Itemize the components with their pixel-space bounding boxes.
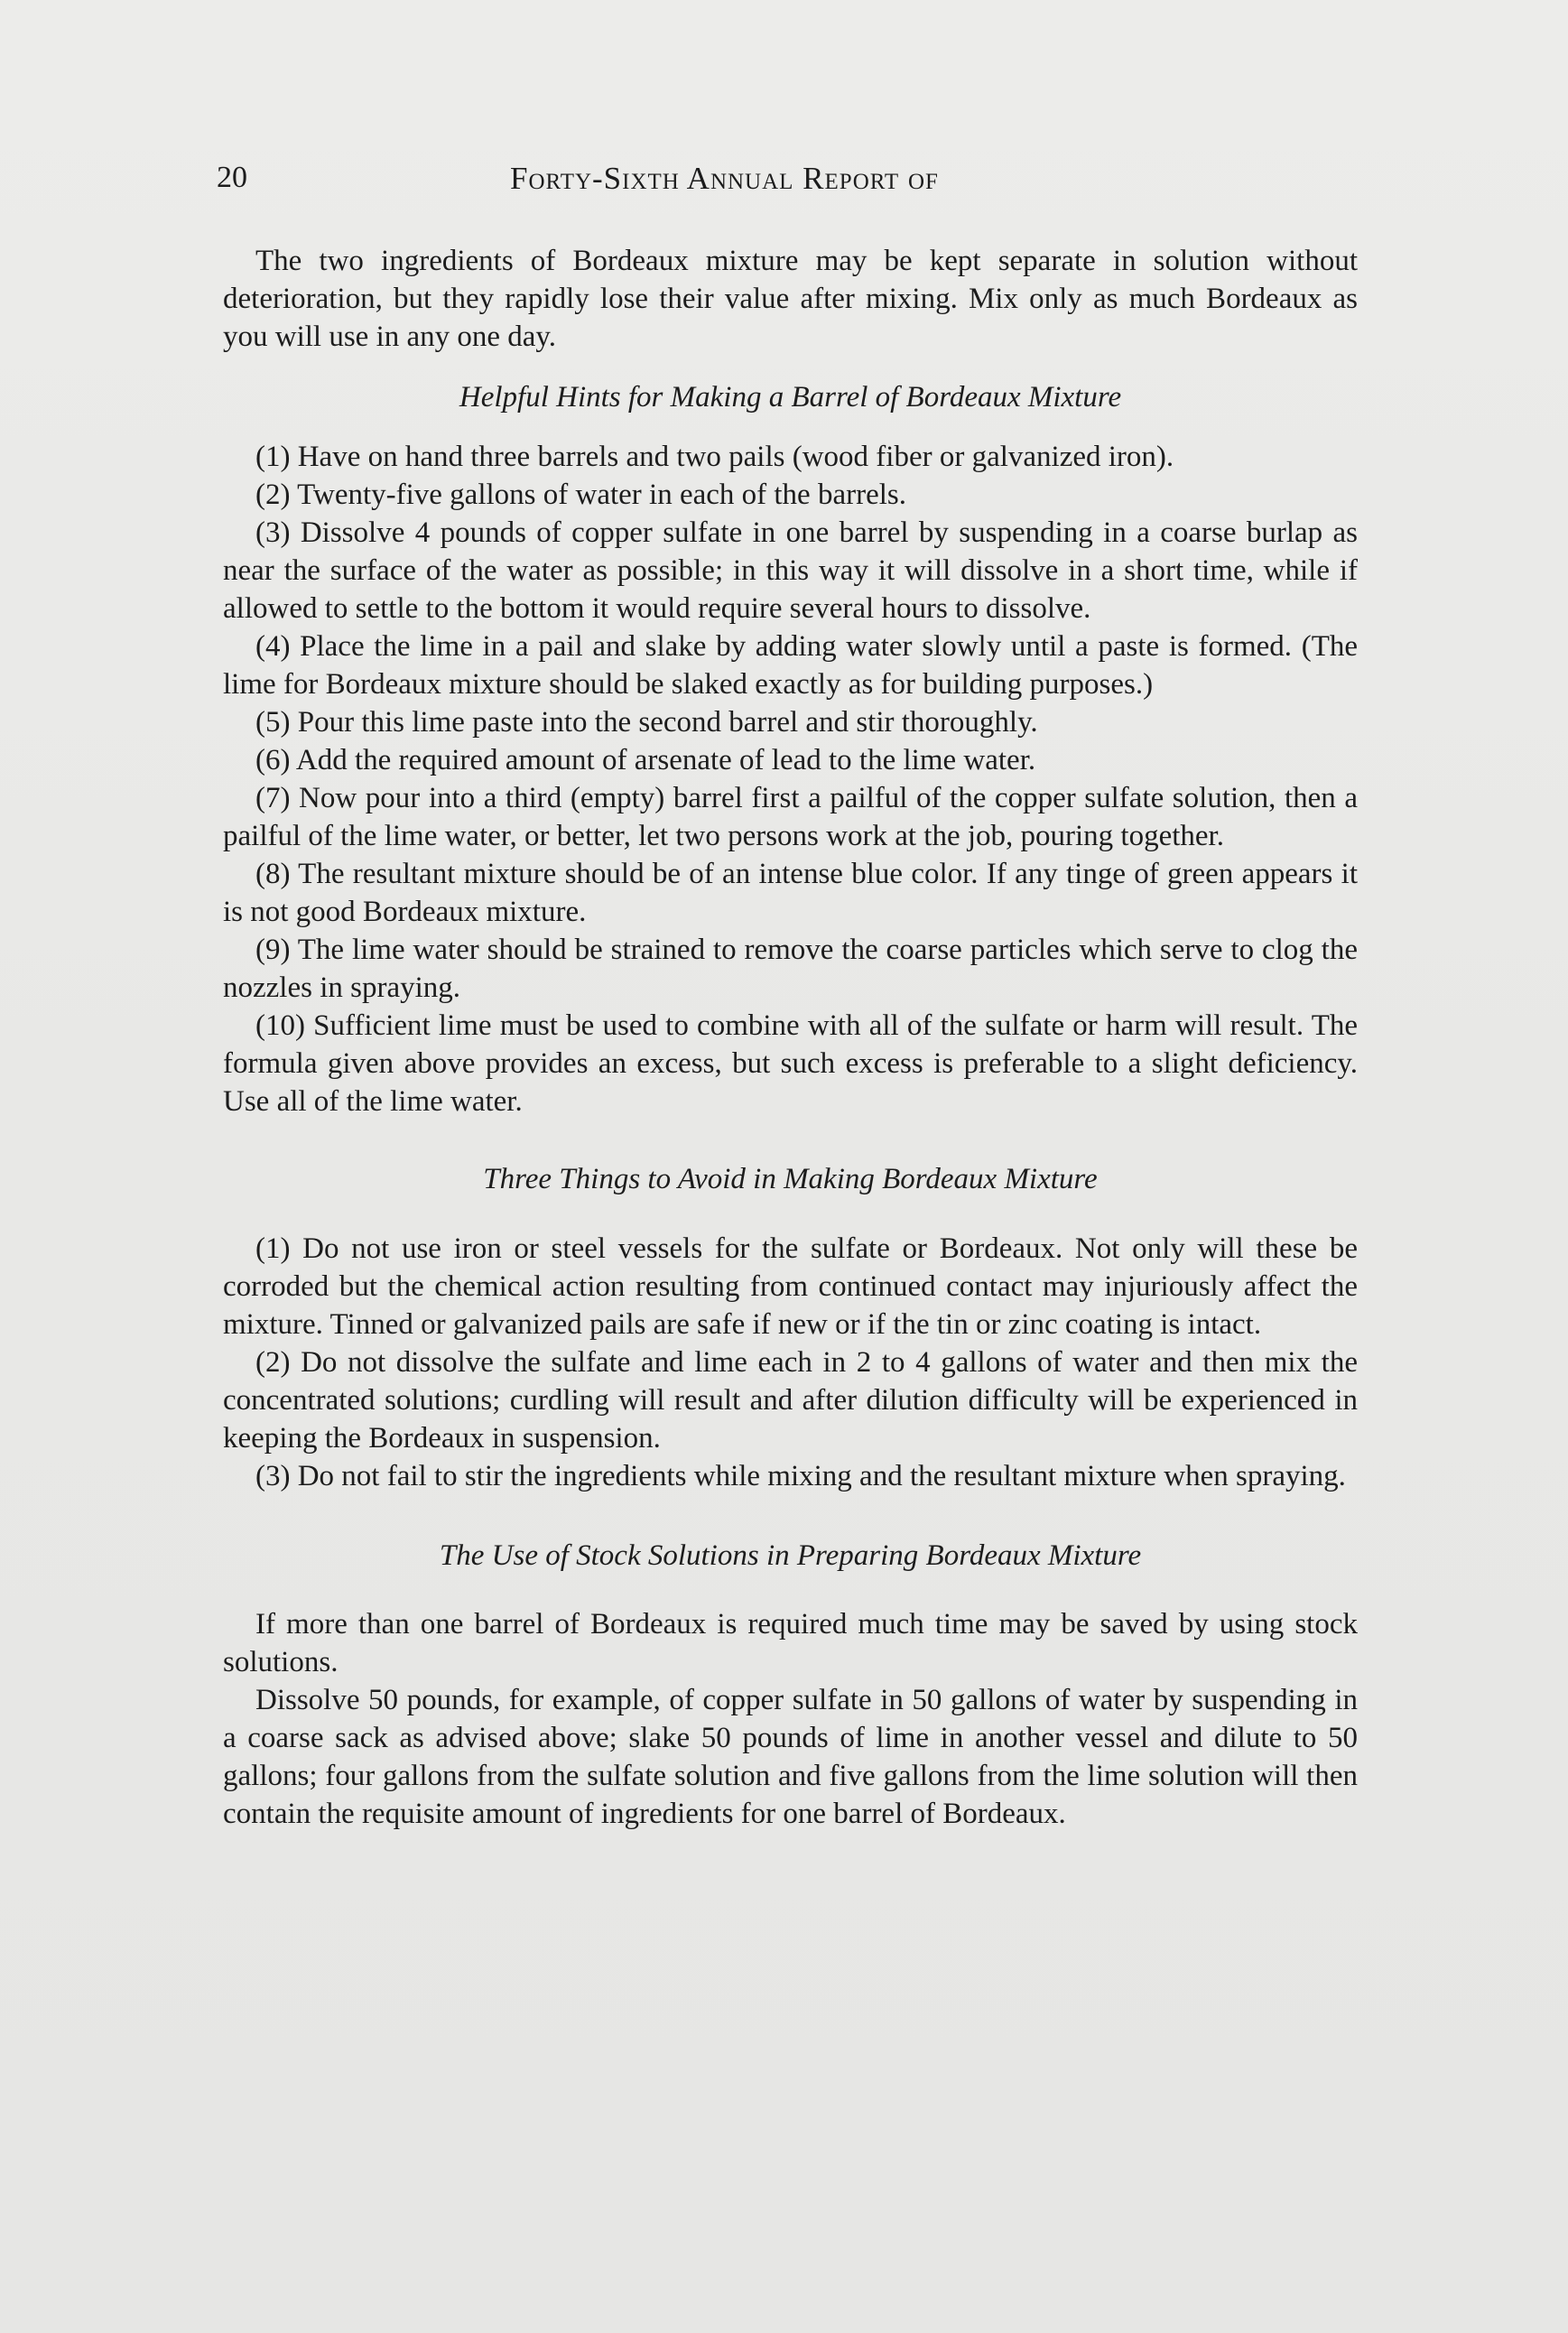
stock-solution-paragraph: If more than one barrel of Bordeaux is required much time may be saved by using stock solutions.: [223, 1608, 1358, 1678]
section-title-helpful-hints: Helpful Hints for Making a Barrel of Bordeaux Mixture: [459, 381, 1122, 414]
helpful-hint-item: (7) Now pour into a third (empty) barrel first a pailful of the copper sulfate solution, then a pailful of the lime water, or better, let two persons work at the job, pouring together.: [223, 782, 1358, 852]
avoid-item: (1) Do not use iron or steel vessels for the sulfate or Bordeaux. Not only will these be corroded but the chemical action resulting from continued contact may injuriously affect the mixture. Tinned or galvanized pails are safe if new or if the tin or zinc coating is intact.: [223, 1232, 1358, 1341]
avoid-item: (3) Do not fail to stir the ingredients while mixing and the resultant mixture when spraying.: [255, 1460, 1346, 1492]
helpful-hint-item: (1) Have on hand three barrels and two pails (wood fiber or galvanized iron).: [255, 441, 1174, 473]
helpful-hint-item: (6) Add the required amount of arsenate of lead to the lime water.: [255, 744, 1036, 776]
helpful-hint-item: (10) Sufficient lime must be used to combine with all of the sulfate or harm will result. The formula given above provides an excess, but such excess is preferable to a slight deficiency. Use all of the lime water.: [223, 1009, 1358, 1118]
page-header: [217, 161, 1359, 206]
helpful-hint-item: (9) The lime water should be strained to remove the coarse particles which serve to clog the nozzles in spraying.: [223, 934, 1358, 1004]
helpful-hint-item: (8) The resultant mixture should be of an intense blue color. If any tinge of green appears it is not good Bordeaux mixture.: [223, 858, 1358, 928]
stock-solution-paragraph: Dissolve 50 pounds, for example, of copper sulfate in 50 gallons of water by suspending in a coarse sack as advised above; slake 50 pounds of lime in another vessel and dilute to 50 gallons; four gallons from the sulfate solution and five gallons from the lime solution will then contain the requisite amount of ingredients for one barrel of Bordeaux.: [223, 1684, 1358, 1830]
helpful-hint-item: (3) Dissolve 4 pounds of copper sulfate in one barrel by suspending in a coarse burlap as near the surface of the water as possible; in this way it will dissolve in a short time, while if allowed to settle to the bottom it would require several hours to dissolve.: [223, 516, 1358, 625]
page-number: 20: [217, 161, 247, 194]
helpful-hint-item: (2) Twenty-five gallons of water in each of the barrels.: [255, 479, 906, 511]
section-title-stock-solutions: The Use of Stock Solutions in Preparing Bordeaux Mixture: [439, 1539, 1142, 1572]
helpful-hint-item: (5) Pour this lime paste into the second barrel and stir thoroughly.: [255, 706, 1038, 739]
avoid-item: (2) Do not dissolve the sulfate and lime each in 2 to 4 gallons of water and then mix the concentrated solutions; curdling will result and after dilution difficulty will be experienced in keeping the Bordeaux in suspension.: [223, 1346, 1358, 1455]
section-title-three-things: Three Things to Avoid in Making Bordeaux Mixture: [483, 1163, 1098, 1195]
page-content: [223, 242, 1358, 1833]
running-head: Forty-Sixth Annual Report of: [510, 161, 939, 196]
intro-paragraph: The two ingredients of Bordeaux mixture may be kept separate in solution without deterioration, but they rapidly lose their value after mixing. Mix only as much Bordeaux as you will use in any one day.: [223, 245, 1358, 353]
helpful-hint-item: (4) Place the lime in a pail and slake by adding water slowly until a paste is formed. (The lime for Bordeaux mixture should be slaked exactly as for building purposes.): [223, 630, 1358, 701]
